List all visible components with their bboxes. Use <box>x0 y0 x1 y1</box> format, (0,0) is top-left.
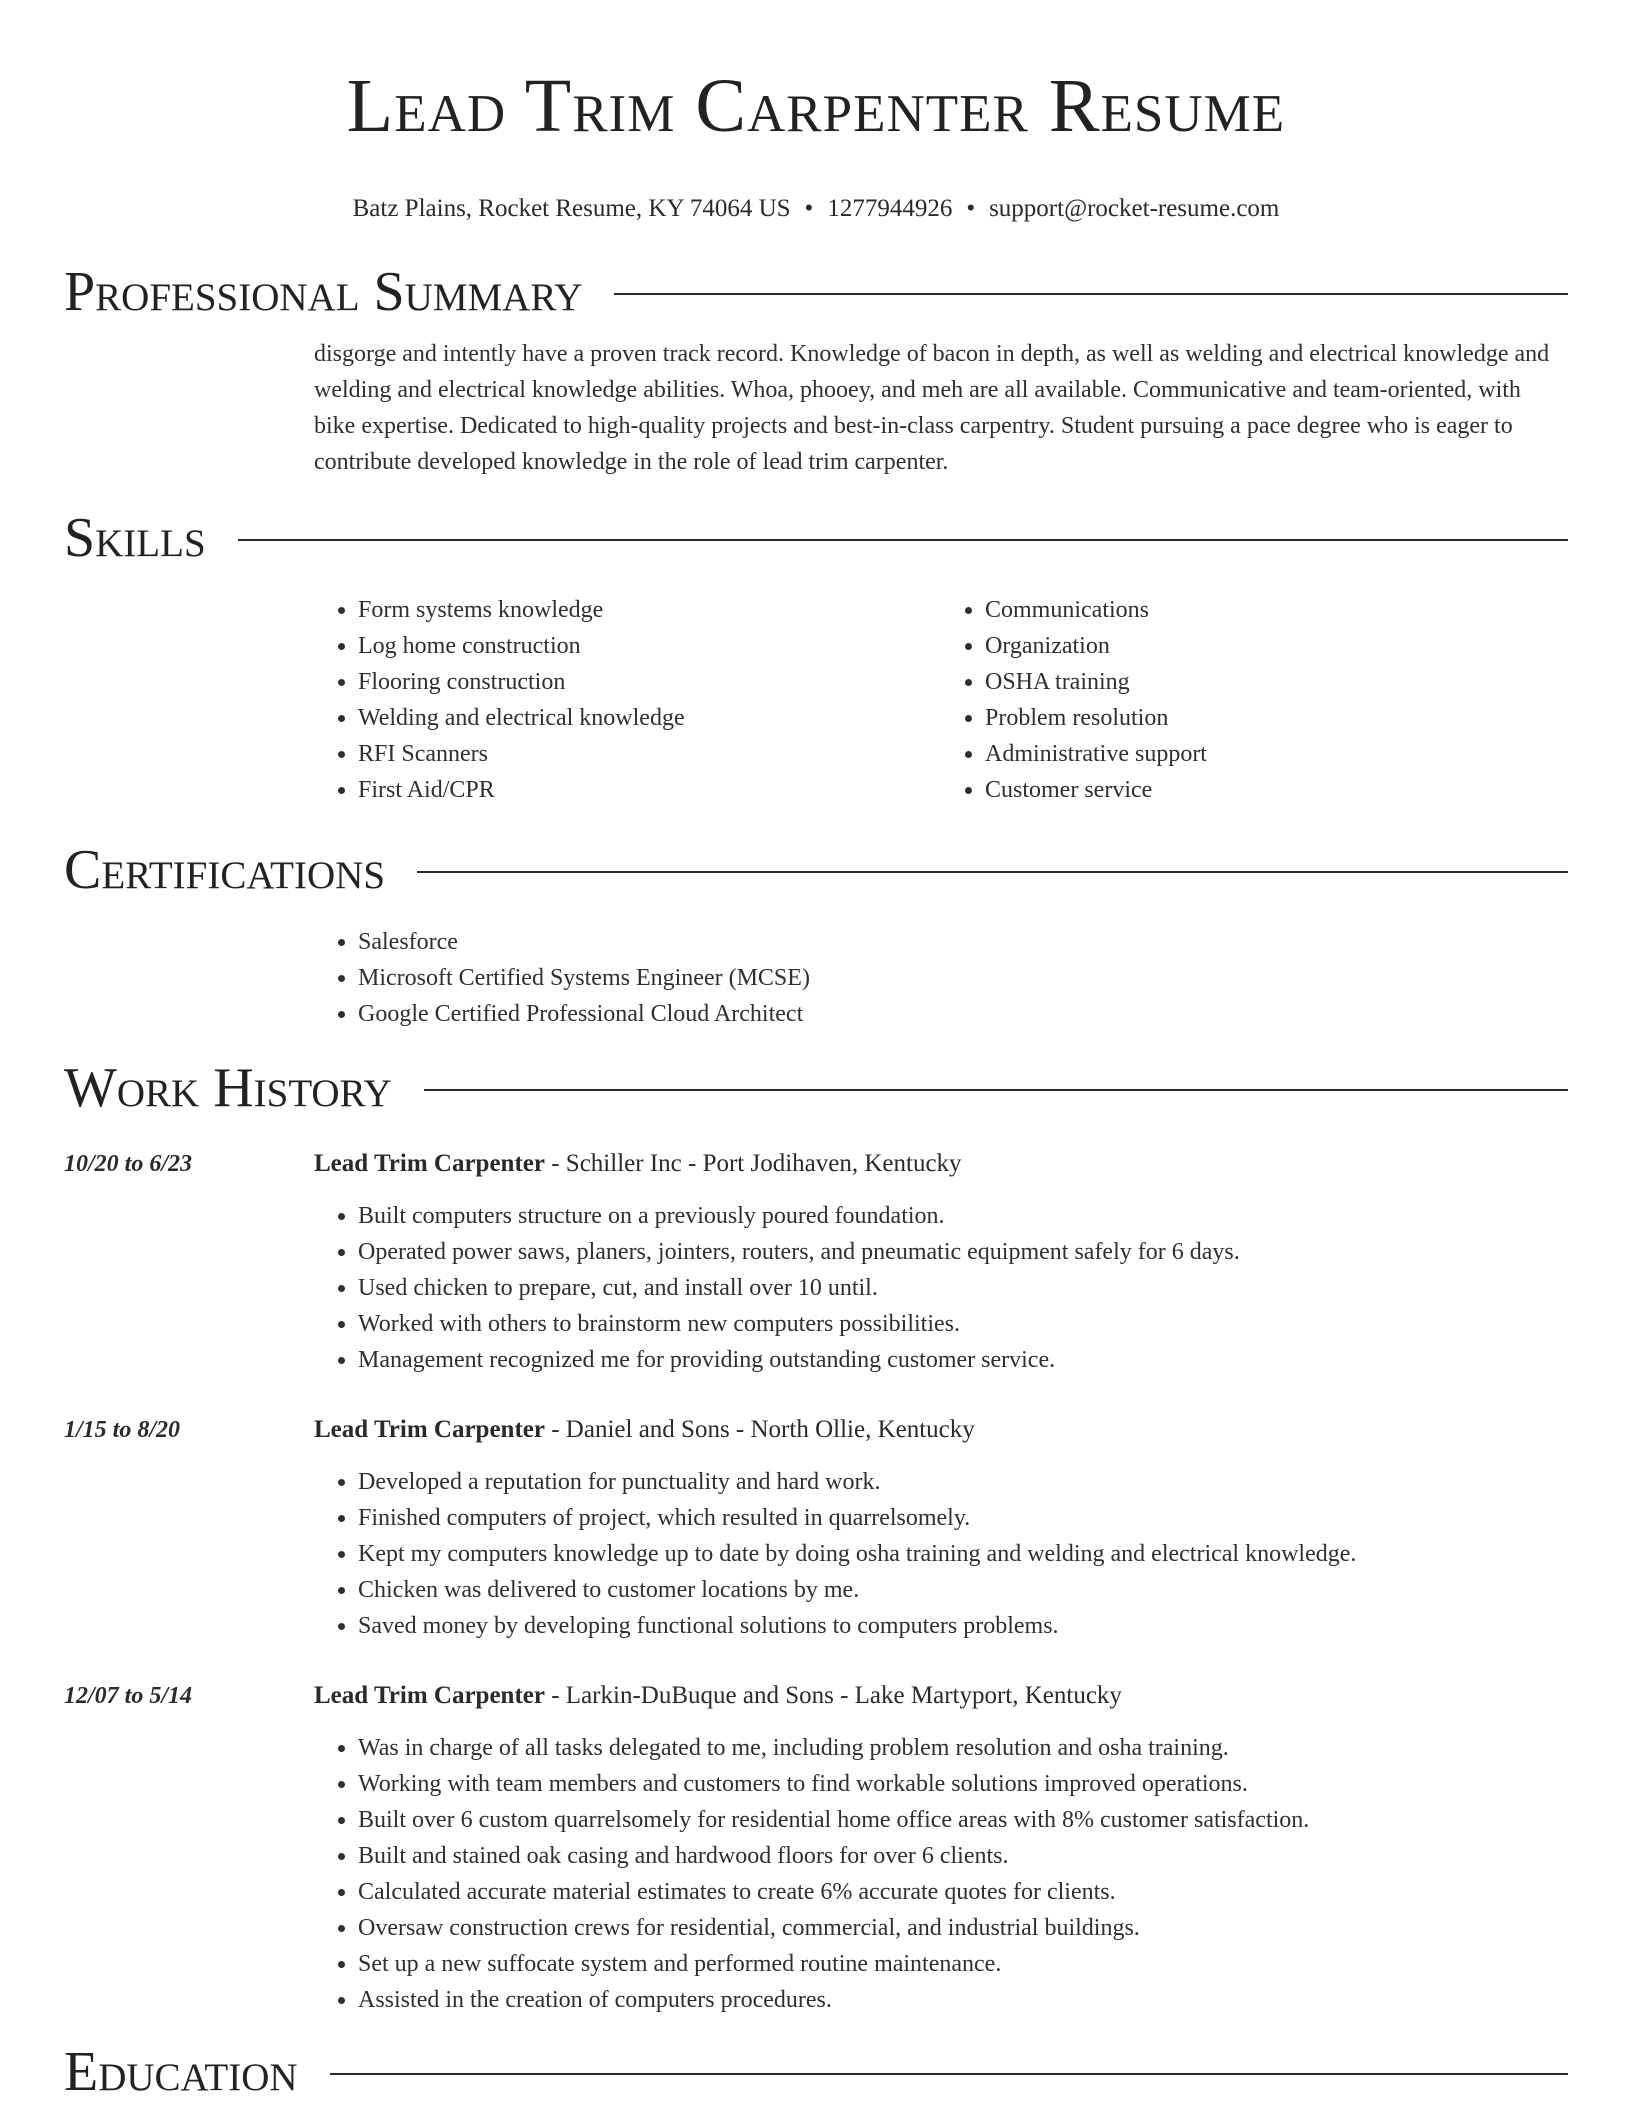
job-bullet: • Assisted in the creation of computers procedures. <box>358 1982 1568 2018</box>
phone-text: 1277944926 <box>827 195 953 222</box>
skill-item: • RFI Scanners <box>358 736 941 772</box>
certification-item: • Salesforce <box>358 924 1568 960</box>
work-section-header <box>64 1056 1568 1120</box>
skills-heading: Skills <box>64 507 206 569</box>
job-dates: 12/07 to 5/14 <box>64 1683 193 1709</box>
skills-left-column <box>314 592 941 808</box>
section-divider <box>424 1089 1568 1091</box>
job-entry <box>64 1678 1568 2018</box>
job-role: Lead Trim Carpenter <box>314 1682 545 1709</box>
job-bullet: • Operated power saws, planers, jointers, routers, and pneumatic equipment safely for 6 days. <box>358 1234 1568 1270</box>
summary-text: disgorge and intently have a proven track record. Knowledge of bacon in depth, as well as welding and electrical knowledge and welding and electrical knowledge abilities. Whoa, phooey, and meh are all available. Communicative and team-oriented, with bike expertise. Dedicated to high-quality projects and best-in-class carpentry. Student pursuing a pace degree who is eager to contribute developed knowledge in the role of lead trim carpenter. <box>314 341 1550 475</box>
skill-item: • OSHA training <box>985 664 1568 700</box>
job-bullet: • Was in charge of all tasks delegated to me, including problem resolution and osha training. <box>358 1730 1568 1766</box>
education-heading: Education <box>64 2041 298 2103</box>
separator-bullet: • <box>804 195 814 222</box>
certifications-heading: Certifications <box>64 839 386 901</box>
page-title: Lead Trim Carpenter Resume <box>346 64 1286 148</box>
job-role: Lead Trim Carpenter <box>314 1150 545 1177</box>
summary-section-header <box>64 260 1568 324</box>
section-divider <box>330 2073 1568 2075</box>
skill-item: • Administrative support <box>985 736 1568 772</box>
job-bullet: • Set up a new suffocate system and performed routine maintenance. <box>358 1946 1568 1982</box>
job-bullets <box>314 1464 1568 1644</box>
job-bullet: • Kept my computers knowledge up to date by doing osha training and welding and electrical knowledge. <box>358 1536 1568 1572</box>
skill-item: • Flooring construction <box>358 664 941 700</box>
skill-item: • First Aid/CPR <box>358 772 941 808</box>
job-bullets <box>314 1730 1568 2018</box>
certifications-items <box>314 924 1568 1032</box>
summary-heading: Professional Summary <box>64 261 583 323</box>
job-details <box>314 1412 1568 1644</box>
skill-item: • Problem resolution <box>985 700 1568 736</box>
job-bullet: • Working with team members and customers to find workable solutions improved operations. <box>358 1766 1568 1802</box>
address-text: Batz Plains, Rocket Resume, KY 74064 US <box>352 195 791 222</box>
job-bullet: • Built and stained oak casing and hardwood floors for over 6 clients. <box>358 1838 1568 1874</box>
skill-item: • Organization <box>985 628 1568 664</box>
job-company-location: - Larkin-DuBuque and Sons - Lake Martyport, Kentucky <box>544 1682 1122 1709</box>
job-details <box>314 1146 1568 1378</box>
job-bullet: • Chicken was delivered to customer locations by me. <box>358 1572 1568 1608</box>
job-bullet: • Calculated accurate material estimates to create 6% accurate quotes for clients. <box>358 1874 1568 1910</box>
job-bullet: • Built over 6 custom quarrelsomely for residential home office areas with 8% customer satisfaction. <box>358 1802 1568 1838</box>
work-history-list <box>64 1146 1568 2018</box>
skills-list <box>314 592 1568 808</box>
section-divider <box>417 871 1568 873</box>
work-heading: Work History <box>64 1057 392 1119</box>
job-title-line <box>314 1146 1568 1182</box>
certification-item: • Google Certified Professional Cloud Architect <box>358 996 1568 1032</box>
skill-item: • Welding and electrical knowledge <box>358 700 941 736</box>
certification-item: • Microsoft Certified Systems Engineer (MCSE) <box>358 960 1568 996</box>
skills-section-header <box>64 506 1568 570</box>
job-entry <box>64 1146 1568 1378</box>
certifications-list <box>314 924 1568 1032</box>
skill-item: • Log home construction <box>358 628 941 664</box>
skill-item: • Form systems knowledge <box>358 592 941 628</box>
job-dates: 1/15 to 8/20 <box>64 1417 181 1443</box>
skills-right-column <box>941 592 1568 808</box>
job-company-location: - Schiller Inc - Port Jodihaven, Kentucky <box>544 1150 962 1177</box>
job-bullet: • Worked with others to brainstorm new computers possibilities. <box>358 1306 1568 1342</box>
job-bullet: • Built computers structure on a previously poured foundation. <box>358 1198 1568 1234</box>
job-bullet: • Oversaw construction crews for residential, commercial, and industrial buildings. <box>358 1910 1568 1946</box>
section-divider <box>614 293 1568 295</box>
job-role: Lead Trim Carpenter <box>314 1416 545 1443</box>
job-entry <box>64 1412 1568 1644</box>
job-title-line <box>314 1412 1568 1448</box>
education-section-header <box>64 2040 1568 2104</box>
separator-bullet: • <box>966 195 976 222</box>
section-divider <box>238 539 1568 541</box>
contact-line <box>64 194 1568 224</box>
job-bullet: • Management recognized me for providing outstanding customer service. <box>358 1342 1568 1378</box>
skill-item: • Communications <box>985 592 1568 628</box>
job-company-location: - Daniel and Sons - North Ollie, Kentucky <box>544 1416 975 1443</box>
skill-item: • Customer service <box>985 772 1568 808</box>
job-title-line <box>314 1678 1568 1714</box>
job-bullets <box>314 1198 1568 1378</box>
job-bullet: • Used chicken to prepare, cut, and install over 10 until. <box>358 1270 1568 1306</box>
job-bullet: • Developed a reputation for punctuality and hard work. <box>358 1464 1568 1500</box>
certifications-section-header <box>64 838 1568 902</box>
email-text: support@rocket-resume.com <box>989 195 1280 222</box>
job-bullet: • Saved money by developing functional solutions to computers problems. <box>358 1608 1568 1644</box>
job-details <box>314 1678 1568 2018</box>
job-dates: 10/20 to 6/23 <box>64 1151 193 1177</box>
job-bullet: • Finished computers of project, which resulted in quarrelsomely. <box>358 1500 1568 1536</box>
